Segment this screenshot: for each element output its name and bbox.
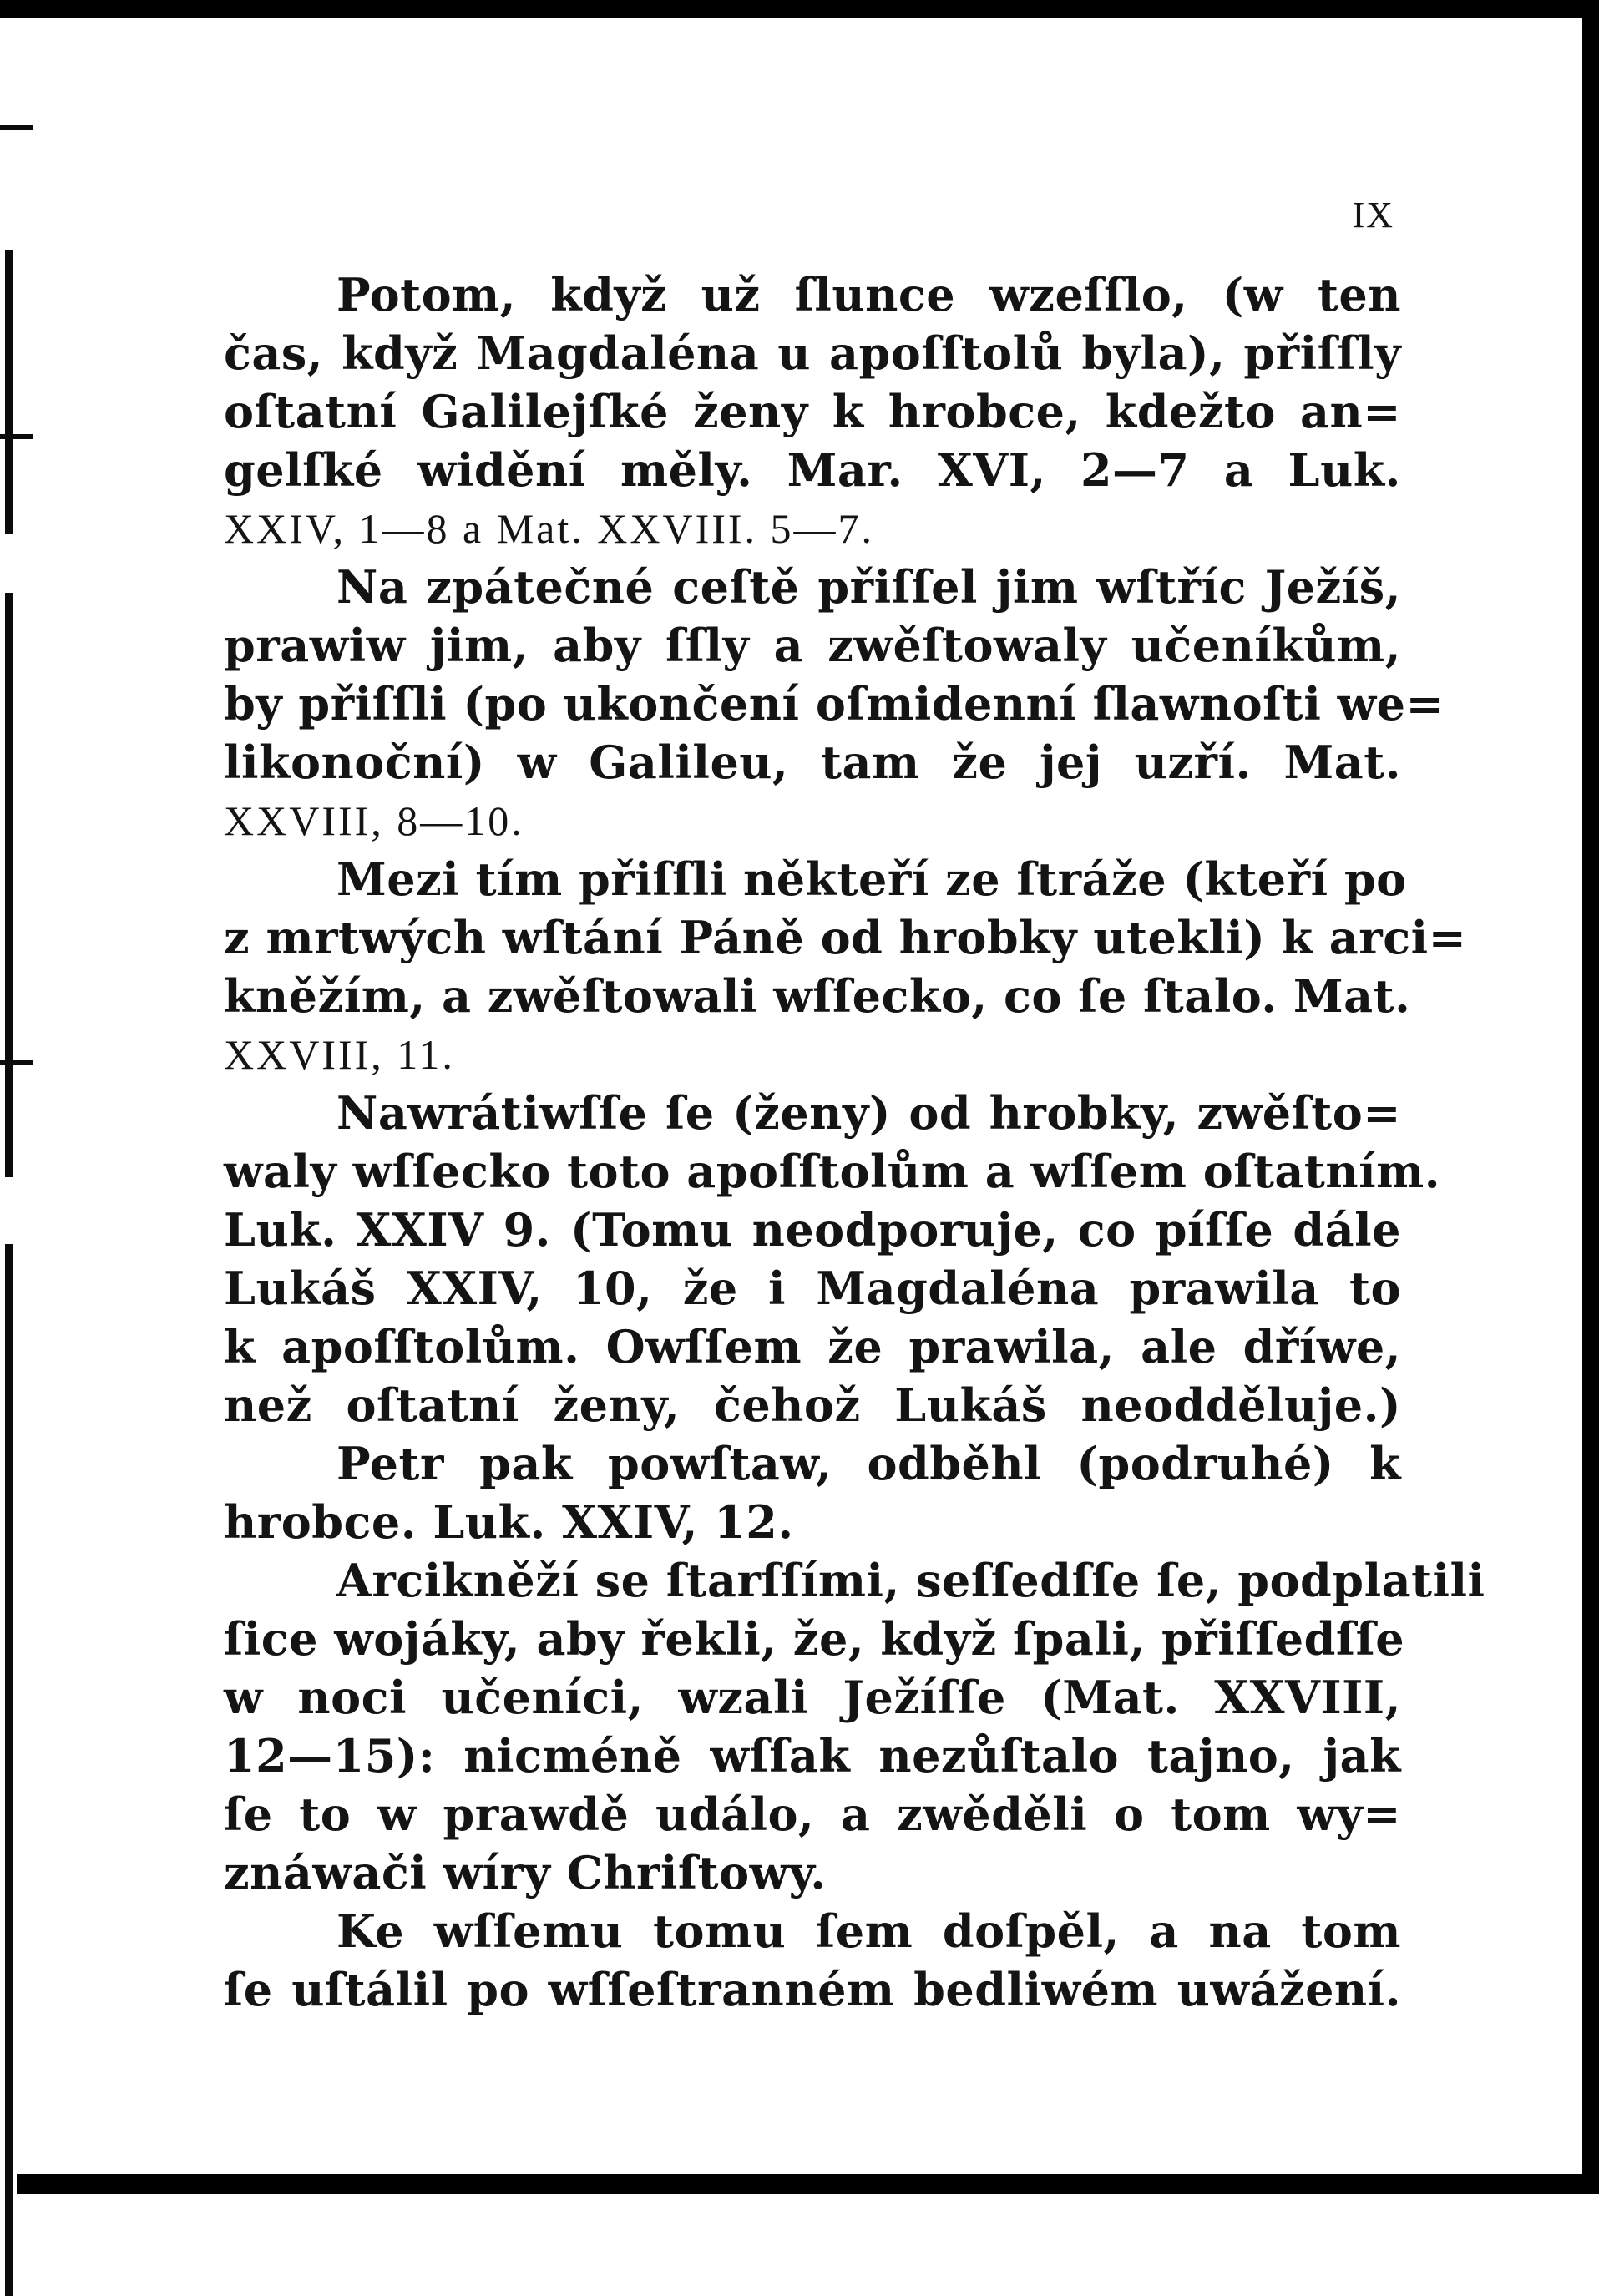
page-number: IX [1352, 195, 1394, 235]
text-line: XXIV, 1—8 a Mat. XXVIII. 5—7. [224, 505, 875, 552]
text-line: waly wſſecko toto apoſſtolům a wſſem oſtatním. [224, 1145, 1441, 1198]
text-line: Luk. XXIV 9. (Tomu neodporuje, co píſſe dále [224, 1203, 1401, 1257]
text-line: Petr pak powſtaw, odběhl (podruhé) k [336, 1437, 1401, 1490]
text-line: XXVIII, 11. [224, 1031, 455, 1078]
binding-line [5, 250, 13, 534]
text-line: ſe to w prawdě událo, a zwěděli o tom wy= [224, 1788, 1401, 1841]
text-line: oſtatní Galilejſké ženy k hrobce, kdežto an= [224, 385, 1401, 438]
binding-tick [0, 125, 33, 130]
text-line: likonoční) w Galileu, tam že jej uzří. Mat. [224, 736, 1401, 789]
text-line: ſe uſtálil po wſſeſtranném bedliwém uwážení. [224, 1963, 1401, 2016]
text-line: čas, když Magdaléna u apoſſtolů byla), přiſſly [224, 326, 1401, 380]
text-line: Ke wſſemu tomu ſem doſpěl, a na tom [336, 1904, 1401, 1958]
text-line: Nawrátiwſſe ſe (ženy) od hrobky, zwěſto= [336, 1086, 1401, 1140]
text-line: w noci učeníci, wzali Ježíſſe (Mat. XXVIII, [224, 1671, 1401, 1724]
text-line: XXVIII, 8—10. [224, 797, 524, 844]
text-line: Na zpátečné ceſtě přiſſel jim wſtříc Ježíš, [336, 560, 1401, 614]
text-line: hrobce. Luk. XXIV, 12. [224, 1495, 794, 1549]
text-line: k apoſſtolům. Owſſem že prawila, ale dříwe, [224, 1320, 1401, 1373]
binding-tick [0, 434, 33, 439]
scan-border-top [0, 0, 1599, 18]
text-line: Potom, když už ſlunce wzeſſlo, (w ten [336, 268, 1401, 321]
binding-line [5, 593, 13, 1177]
text-line: gelſké widění měly. Mar. XVI, 2—7 a Luk. [224, 443, 1401, 497]
binding-tick [0, 1060, 33, 1065]
text-line: Lukáš XXIV, 10, že i Magdaléna prawila to [224, 1262, 1401, 1315]
text-line: prawiw jim, aby ſſly a zwěſtowaly učeníkům, [224, 619, 1401, 672]
text-line: ſice wojáky, aby řekli, že, když ſpali, přiſſedſſe [224, 1612, 1405, 1666]
text-line: 12—15): nicméně wſſak nezůſtalo tajno, jak [224, 1729, 1401, 1783]
text-line: než oſtatní ženy, čehož Lukáš neodděluje.) [224, 1378, 1401, 1432]
text-line: by přiſſli (po ukončení oſmidenní ſlawnoſti we= [224, 677, 1445, 731]
text-line: z mrtwých wſtání Páně od hrobky utekli) k arci= [224, 911, 1467, 964]
scan-border-right [1582, 0, 1599, 2194]
text-line: Mezi tím přiſſli někteří ze ſtráže (kteří po [336, 852, 1407, 906]
binding-line [5, 1244, 13, 2296]
scan-border-bottom [0, 2174, 1599, 2194]
body-text [224, 266, 1485, 2019]
text-line: kněžím, a zwěſtowali wſſecko, co ſe ſtalo. Mat. [224, 969, 1411, 1023]
text-line: Arcikněží se ſtarſſími, seſſedſſe ſe, podplatili [336, 1554, 1485, 1607]
text-line: znáwači wíry Chriſtowy. [224, 1846, 827, 1899]
